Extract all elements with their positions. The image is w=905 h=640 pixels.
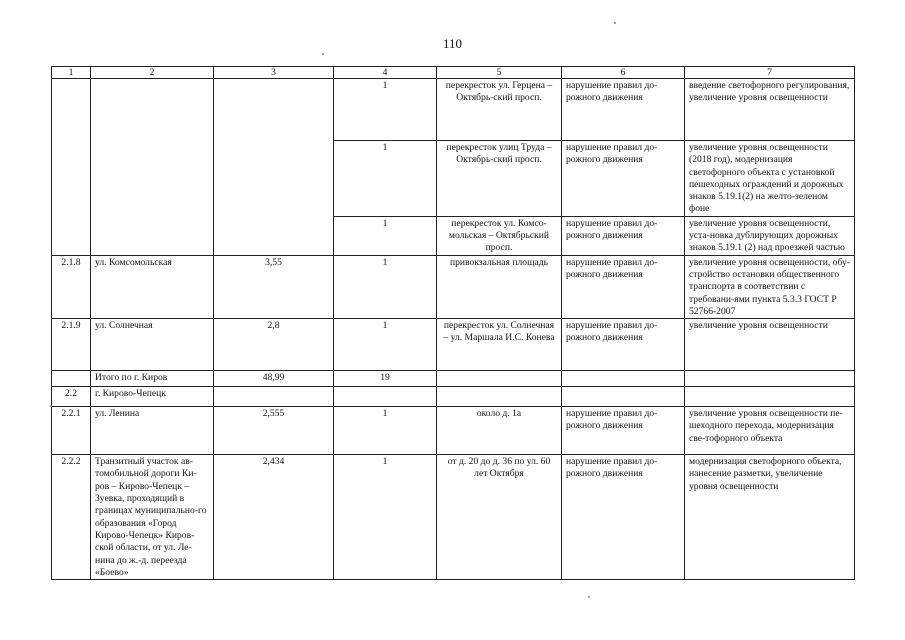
cell-measures: введение светофорного регулирования, увеличение уровня освещенности [685,79,855,141]
cell-no [52,371,91,387]
cell-cause [562,371,685,387]
cell-no [52,79,91,256]
cell-location: около д. 1а [437,407,562,455]
cell-cause: нарушение правил до-рожного движения [562,216,685,255]
cell-cause: нарушение правил до-рожного движения [562,455,685,580]
cell-length: 2,434 [214,455,334,580]
page-number: 110 [442,36,463,51]
header-row [52,67,855,79]
cell-count: 1 [334,455,437,580]
table-row-total [52,371,855,387]
scan-speck [322,53,324,55]
cell-count [334,387,437,407]
cell-location: от д. 20 до д. 36 по ул. 60 лет Октября [437,455,562,580]
cell-length: 2,8 [214,319,334,371]
cell-no: 2.1.9 [52,319,91,371]
table-row [52,407,855,455]
cell-name [91,79,214,256]
cell-measures [685,371,855,387]
cell-measures: увеличение уровня освещенности [685,319,855,371]
cell-measures: увеличение уровня освещенности пе-шеходного перехода, модернизация све-тофорного объекта [685,407,855,455]
cell-name: ул. Ленина [91,407,214,455]
cell-no: 2.2 [52,387,91,407]
cell-name: Итого по г. Киров [91,371,214,387]
cell-measures [685,387,855,407]
cell-name: ул. Комсомольская [91,255,214,318]
header-cell-4: 4 [334,67,437,79]
header-cell-1: 1 [52,67,91,79]
cell-measures: увеличение уровня освещенности, обу-стройство остановки общественного транспорта в соответствии с требовани-ями пункта 5.3.3 ГОСТ Р 52766-2007 [685,255,855,318]
cell-length: 48,99 [214,371,334,387]
road-hotspots-table [51,66,855,580]
table-row-section [52,387,855,407]
table-row [52,255,855,318]
cell-count: 1 [334,255,437,318]
table-row [52,79,855,141]
header-cell-6: 6 [562,67,685,79]
cell-location: привокзальная площадь [437,255,562,318]
cell-location: перекресток ул. Герцена – Октябрь-ский просп. [437,79,562,141]
cell-count: 19 [334,371,437,387]
cell-length [214,79,334,256]
cell-cause [562,387,685,407]
header-cell-2: 2 [91,67,214,79]
cell-no: 2.2.2 [52,455,91,580]
cell-measures: увеличение уровня освещенности, уста-новка дублирующих дорожных знаков 5.19.1 (2) над проезжей частью [685,216,855,255]
table-row [52,455,855,580]
cell-length: 3,55 [214,255,334,318]
cell-count: 1 [334,141,437,217]
cell-location: перекресток улиц Труда – Октябрь-ский просп. [437,141,562,217]
header-cell-3: 3 [214,67,334,79]
scan-speck [614,22,616,24]
cell-no: 2.2.1 [52,407,91,455]
cell-location: перекресток ул. Комсо-мольская – Октябрьский просп. [437,216,562,255]
cell-cause: нарушение правил до-рожного движения [562,141,685,217]
cell-name: г. Кирово-Чепецк [91,387,214,407]
cell-measures: увеличение уровня освещенности (2018 год), модернизация светофорного объекта с установкой пешеходных ограждений и дорожных знаков 5.19.1(2) на желто-зеленом фоне [685,141,855,217]
cell-cause: нарушение правил до-рожного движения [562,407,685,455]
scan-speck [588,596,590,598]
cell-measures: модернизация светофорного объекта, нанесение разметки, увеличение уровня освещенности [685,455,855,580]
cell-name: Транзитный участок ав-томобильной дороги Ки-ров – Кирово-Чепецк – Зуевка, проходящий в границах муниципально-го образования «Город Кирово-Чепецк» Киров-ской области, от ул. Ле-нина до ж.-д. переезда «Боево» [91,455,214,580]
cell-cause: нарушение правил до-рожного движения [562,319,685,371]
cell-count: 1 [334,319,437,371]
header-cell-5: 5 [437,67,562,79]
cell-count: 1 [334,216,437,255]
cell-location: перекресток ул. Солнечная – ул. Маршала И.С. Конева [437,319,562,371]
cell-cause: нарушение правил до-рожного движения [562,79,685,141]
table-row [52,319,855,371]
scan-speck [50,405,52,407]
cell-count: 1 [334,79,437,141]
cell-length: 2,555 [214,407,334,455]
cell-length [214,387,334,407]
cell-location [437,371,562,387]
cell-name: ул. Солнечная [91,319,214,371]
cell-location [437,387,562,407]
cell-count: 1 [334,407,437,455]
cell-cause: нарушение правил до-рожного движения [562,255,685,318]
cell-no: 2.1.8 [52,255,91,318]
header-cell-7: 7 [685,67,855,79]
